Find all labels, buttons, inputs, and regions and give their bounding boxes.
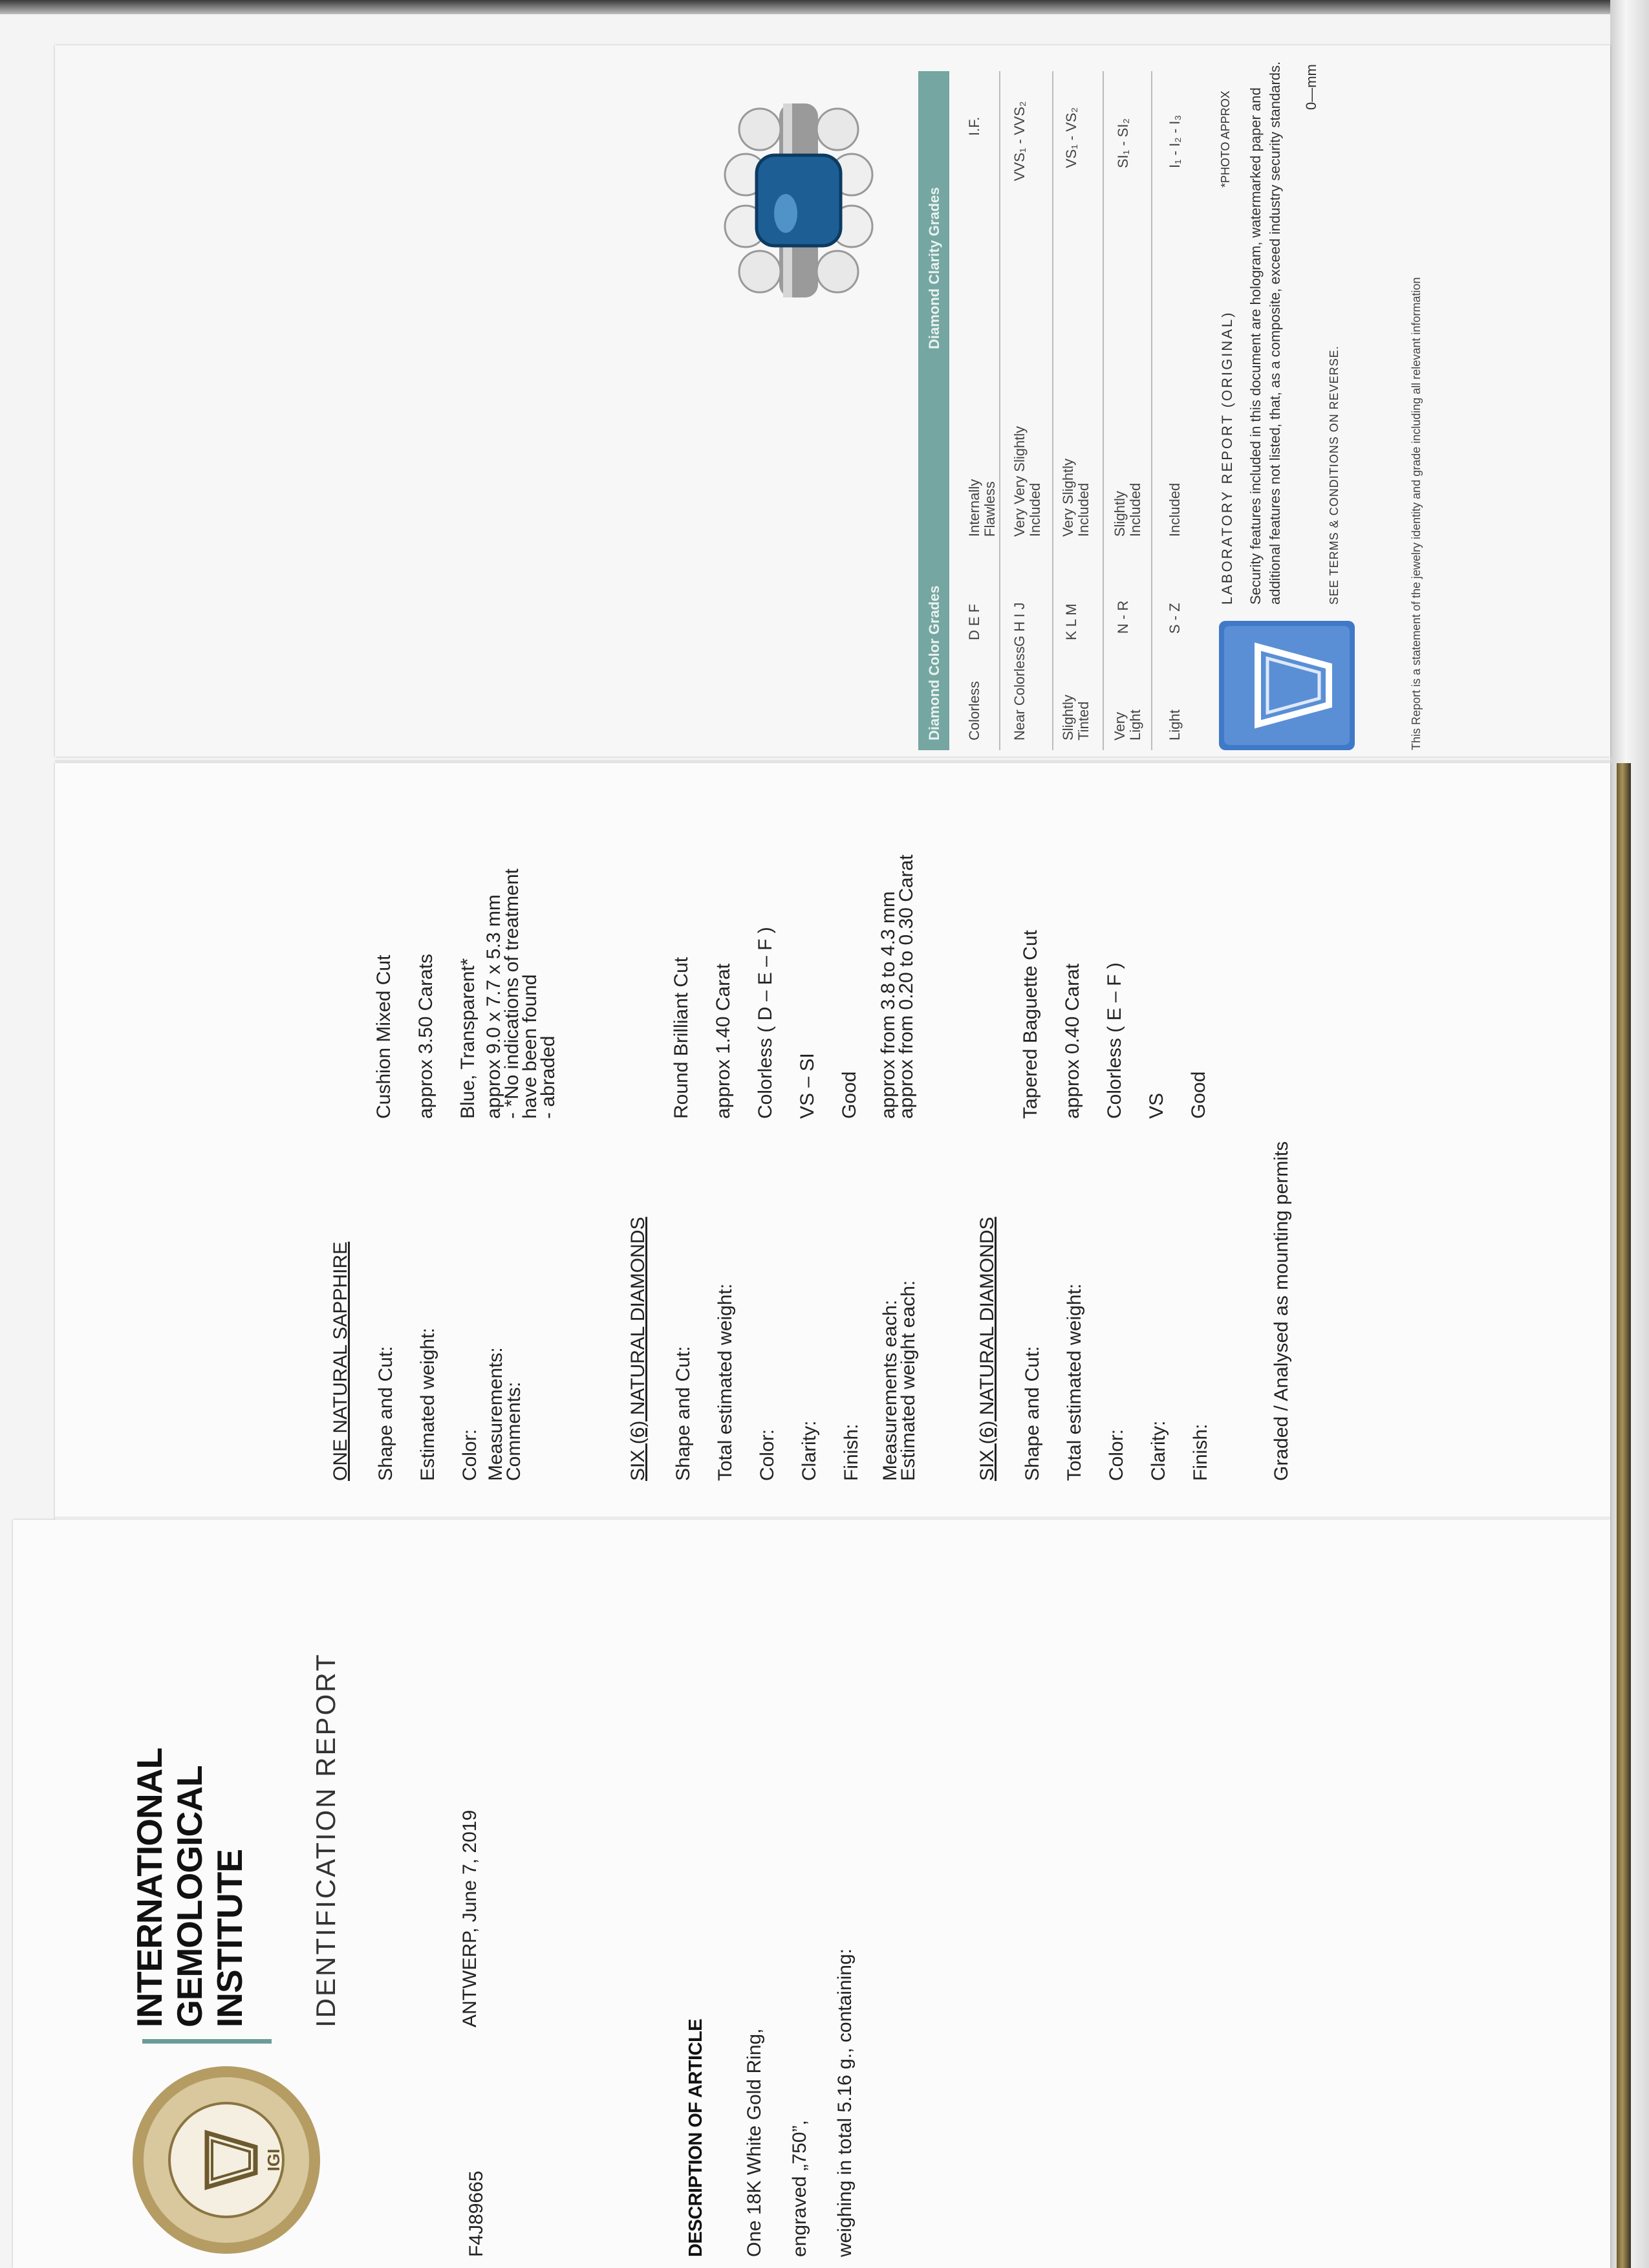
row-divider [1151,71,1152,750]
detail-label: Estimated weight: [417,1328,438,1481]
color-grade-letters: K L M [1063,603,1079,640]
security-hologram [1219,621,1355,750]
detail-value: Colorless ( D – E – F ) [755,927,776,1119]
report-number: F4J89665 [466,2170,487,2257]
detail-label: Clarity: [1148,1420,1169,1481]
detail-value: Colorless ( E – F ) [1104,962,1125,1119]
detail-value: approx 3.50 Carats [415,953,436,1119]
detail-label: Shape and Cut: [1022,1346,1043,1481]
clarity-grade-name: Very Very Slightly Included [1011,426,1043,537]
detail-label: Estimated weight each: [898,1280,919,1481]
institute-name-line: GEMOLOGICAL [169,1766,210,2027]
sapphire-title: ONE NATURAL SAPPHIRE [330,1241,351,1481]
stone-details [330,744,1364,1481]
security-features-text: Security features included in this document are hologram, watermarked paper and additional features not listed, that, as a composite, exceed industry security standards. [1247,61,1283,605]
detail-value: approx 9.0 x 7.7 x 5.3 mm [483,894,504,1119]
color-grade-name: Near Colorless [1011,646,1028,740]
color-grade-letters: N - R [1115,600,1131,634]
color-grade-name: Colorless [966,681,982,740]
report-place-date: ANTWERP, June 7, 2019 [459,1809,480,2027]
color-grade-name: Very Light [1112,709,1143,740]
detail-label: Shape and Cut: [375,1346,396,1481]
color-grade-letters: S - Z [1167,603,1183,634]
detail-value: Good [1188,1071,1209,1119]
color-grade-name: Light [1167,709,1183,740]
description-line: weighing in total 5.16 g., containing: [834,1949,856,2257]
clarity-grade-code: VS₁ - VS₂ [1063,107,1079,168]
clarity-grade-name: Included [1167,482,1183,537]
detail-label: Finish: [1190,1423,1211,1481]
detail-label: Comments: [503,1381,524,1481]
report-title: IDENTIFICATION REPORT [310,1652,341,2027]
svg-text:IGI: IGI [264,2148,283,2172]
clarity-grade-code: I₁ - I₂ - I₃ [1167,114,1183,168]
detail-value: - abraded [537,1035,559,1119]
detail-value: have been found [519,974,541,1119]
detail-value: VS [1146,1092,1167,1119]
detail-label: Color: [757,1429,778,1481]
row-divider [1052,71,1053,750]
detail-value: Good [839,1071,860,1119]
hologram-diamond-icon [1219,621,1355,750]
detail-label: Clarity: [799,1420,820,1481]
detail-value: approx 0.40 Carat [1062,963,1083,1119]
detail-value: approx from 0.20 to 0.30 Carat [896,854,917,1119]
terms-note: SEE TERMS & CONDITIONS ON REVERSE. [1328,345,1341,605]
report-header [116,1494,1474,2257]
color-grade-letters: G H I J [1011,602,1028,647]
baguette-diamonds-title: SIX (6) NATURAL DIAMONDS [976,1216,998,1481]
detail-label: Finish: [841,1423,862,1481]
description-line: One 18K White Gold Ring, [744,2028,765,2257]
clarity-grade-name: Slightly Included [1112,482,1143,537]
detail-value: Round Brilliant Cut [671,956,692,1119]
graded-note: Graded / Analysed as mounting permits [1271,1141,1292,1481]
detail-label: Total estimated weight: [1064,1283,1085,1481]
clarity-grade-name: Internally Flawless [966,479,998,537]
institute-name-line: INSTITUTE [210,1849,250,2027]
gold-edge-strip [1617,763,1631,2268]
round-diamonds-title: SIX (6) NATURAL DIAMONDS [627,1216,649,1481]
grades-and-security [721,45,1588,750]
institute-seal-logo [129,2063,323,2257]
footer-statement: This Report is a statement of the jewelry identity and grade including all relevant information [1410,277,1423,750]
institute-name-line: INTERNATIONAL [129,1747,169,2027]
clarity-grade-code: I.F. [966,116,982,136]
detail-label: Total estimated weight: [715,1283,736,1481]
row-divider [1103,71,1104,750]
description-line: engraved „750”, [789,2120,810,2257]
ring-photo [721,78,876,323]
institute-name [129,1748,250,2027]
clarity-grade-code: SI₁ - SI₂ [1115,118,1131,168]
detail-value: approx from 3.8 to 4.3 mm [878,891,899,1119]
detail-label: Shape and Cut: [673,1346,694,1481]
detail-value: approx 1.40 Carat [713,963,734,1119]
clarity-grade-code: VVS₁ - VVS₂ [1011,101,1028,181]
detail-label: Color: [1106,1429,1127,1481]
description-heading: DESCRIPTION OF ARTICLE [685,2018,706,2257]
color-grades-header: Diamond Color Grades [926,585,942,740]
brand-accent-bar [142,2039,272,2044]
color-grade-letters: D E F [966,603,982,640]
detail-value: Cushion Mixed Cut [373,955,394,1119]
scan-edge-top [0,0,1649,14]
clarity-grade-name: Very Slightly Included [1060,458,1092,537]
detail-label: Measurements: [485,1347,506,1481]
photo-approx-note: *PHOTO APPROX [1219,91,1232,188]
row-divider [999,71,1000,750]
detail-value: VS – SI [797,1053,818,1119]
detail-label: Color: [459,1429,480,1481]
scale-marker: 0—mm [1303,64,1319,110]
detail-label: Measurements each: [879,1299,901,1481]
clarity-grades-header: Diamond Clarity Grades [926,187,942,349]
color-grade-name: Slightly Tinted [1060,695,1092,740]
detail-value: - *No indications of treatment [501,869,523,1119]
grades-table-header [918,71,949,750]
detail-value: Blue, Transparent* [457,958,479,1119]
detail-value: Tapered Baguette Cut [1020,930,1041,1119]
laboratory-report-title: LABORATORY REPORT (ORIGINAL) [1219,310,1235,605]
